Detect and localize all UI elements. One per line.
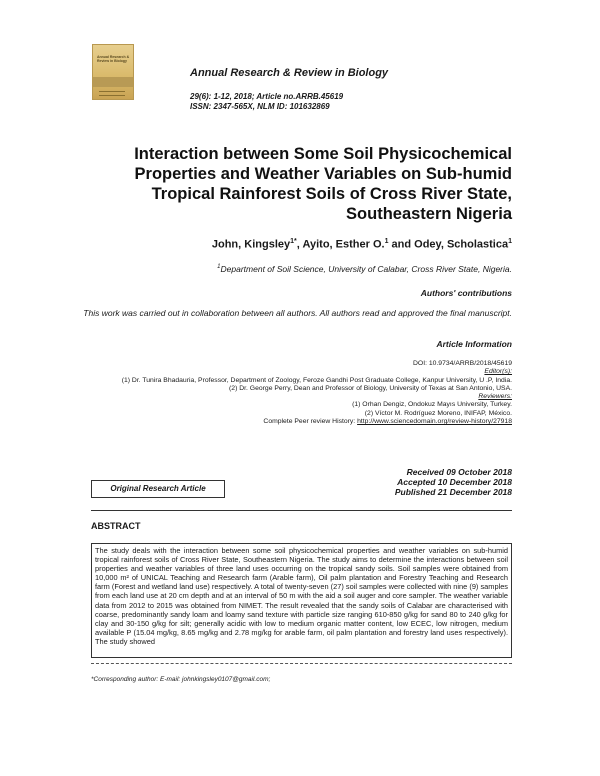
received-date: Received 09 October 2018 bbox=[406, 467, 512, 477]
article-type-badge: Original Research Article bbox=[91, 480, 225, 498]
doi: DOI: 10.9734/ARRB/2018/45619 bbox=[413, 360, 512, 367]
reviewer-entry: (2) Víctor M. Rodríguez Moreno, INIFAP, México. bbox=[364, 409, 512, 417]
affiliation bbox=[217, 264, 512, 274]
affiliation-text: Department of Soil Science, University of Calabar, Cross River State, Nigeria. bbox=[220, 264, 512, 274]
issn-line: ISSN: 2347-565X, NLM ID: 101632869 bbox=[190, 102, 330, 111]
abstract-heading: ABSTRACT bbox=[91, 521, 141, 531]
review-history bbox=[72, 418, 512, 426]
reviewer-entry: (1) Orhan Dengiz, Ondokuz Mayıs University, Turkey. bbox=[352, 401, 512, 409]
editors-label: Editor(s): bbox=[484, 368, 512, 376]
author-list bbox=[212, 238, 512, 251]
paper-title: Interaction between Some Soil Physicochemical Properties and Weather Variables on Sub-humid Tropical Rainforest Soils of Cross River State, Southeastern Nigeria bbox=[134, 145, 512, 223]
author-name: and Odey, Scholastica bbox=[388, 238, 509, 251]
abstract-box: The study deals with the interaction between some soil physicochemical properties and weather variables on sub-humid tropical rainforest soils of Cross River State, Southeastern Nigeria. The study aims to determine the interactions between soil properties and weather variables of three land uses occurring on the tropical sandy soils. Soil samples were obtained from 10,000 m² of UNICAL Teaching and Research farm (Arable farm), Oil palm plantation and Forestry Teaching and Research farm (Forest and wetland land use) respectively. A total of twenty-seven (27) soil samples were collected with nine (9) samples from each land use at 20 cm depth and at an interval of 50 m with the aid a soil auger and core sampler. The weather variable data from 2012 to 2015 was obtained from NIMET. The result revealed that the sandy soils of Calabar are characterised with coarse, predominantly sandy loam and loamy sand texture with particle size ranging 610-850 g/kg for sand 80 to 240 g/kg for clay and 30-150 g/kg for silt; generally acidic with low to medium organic matter content, low ECEC, low nitrogen, medium available P (15.04 mg/kg, 8.65 mg/kg and 2.78 mg/kg for arable farm, oil palm plantation and forestry land uses respectively). The study showed bbox=[91, 543, 512, 658]
corresponding-author-footnote: *Corresponding author: E-mail: johnkingsley0107@gmail.com; bbox=[91, 676, 271, 683]
article-info-block bbox=[72, 360, 512, 426]
published-date: Published 21 December 2018 bbox=[394, 487, 512, 497]
reviewers-label: Reviewers: bbox=[478, 393, 512, 401]
author-name: , Ayito, Esther O. bbox=[296, 238, 385, 251]
journal-name: Annual Research & Review in Biology bbox=[190, 67, 389, 79]
affiliation-sup: 1 bbox=[217, 264, 221, 271]
volume-line: 29(6): 1-12, 2018; Article no.ARRB.45619 bbox=[190, 92, 344, 101]
author-sup: 1* bbox=[290, 238, 297, 245]
journal-cover-image bbox=[92, 44, 134, 100]
footnote-divider bbox=[91, 663, 512, 664]
cover-band bbox=[93, 77, 133, 87]
editor-entry: (2) Dr. George Perry, Dean and Professor of Biology, University of Texas at San Antonio, USA. bbox=[229, 384, 512, 392]
contributions-heading: Authors' contributions bbox=[420, 288, 512, 298]
review-history-label: Complete Peer review History: bbox=[263, 418, 356, 426]
review-history-link[interactable]: http://www.sciencedomain.org/review-history/27918 bbox=[357, 418, 512, 426]
cover-line bbox=[99, 95, 125, 96]
contributions-text: This work was carried out in collaboration between all authors. All authors read and approved the final manuscript. bbox=[83, 308, 512, 318]
cover-title: Annual Research & Review in Biology bbox=[97, 55, 130, 63]
accepted-date: Accepted 10 December 2018 bbox=[397, 477, 512, 487]
cover-line bbox=[99, 91, 125, 92]
author-sup: 1 bbox=[508, 238, 512, 245]
author-sup: 1 bbox=[384, 238, 389, 245]
author-name: John, Kingsley bbox=[211, 238, 291, 251]
article-dates bbox=[395, 467, 512, 497]
editor-entry: (1) Dr. Tunira Bhadauria, Professor, Department of Zoology, Feroze Gandhi Post Graduate College, Kanpur University, U .P, India. bbox=[121, 376, 512, 384]
divider bbox=[91, 510, 512, 511]
article-info-heading: Article Information bbox=[436, 339, 512, 349]
